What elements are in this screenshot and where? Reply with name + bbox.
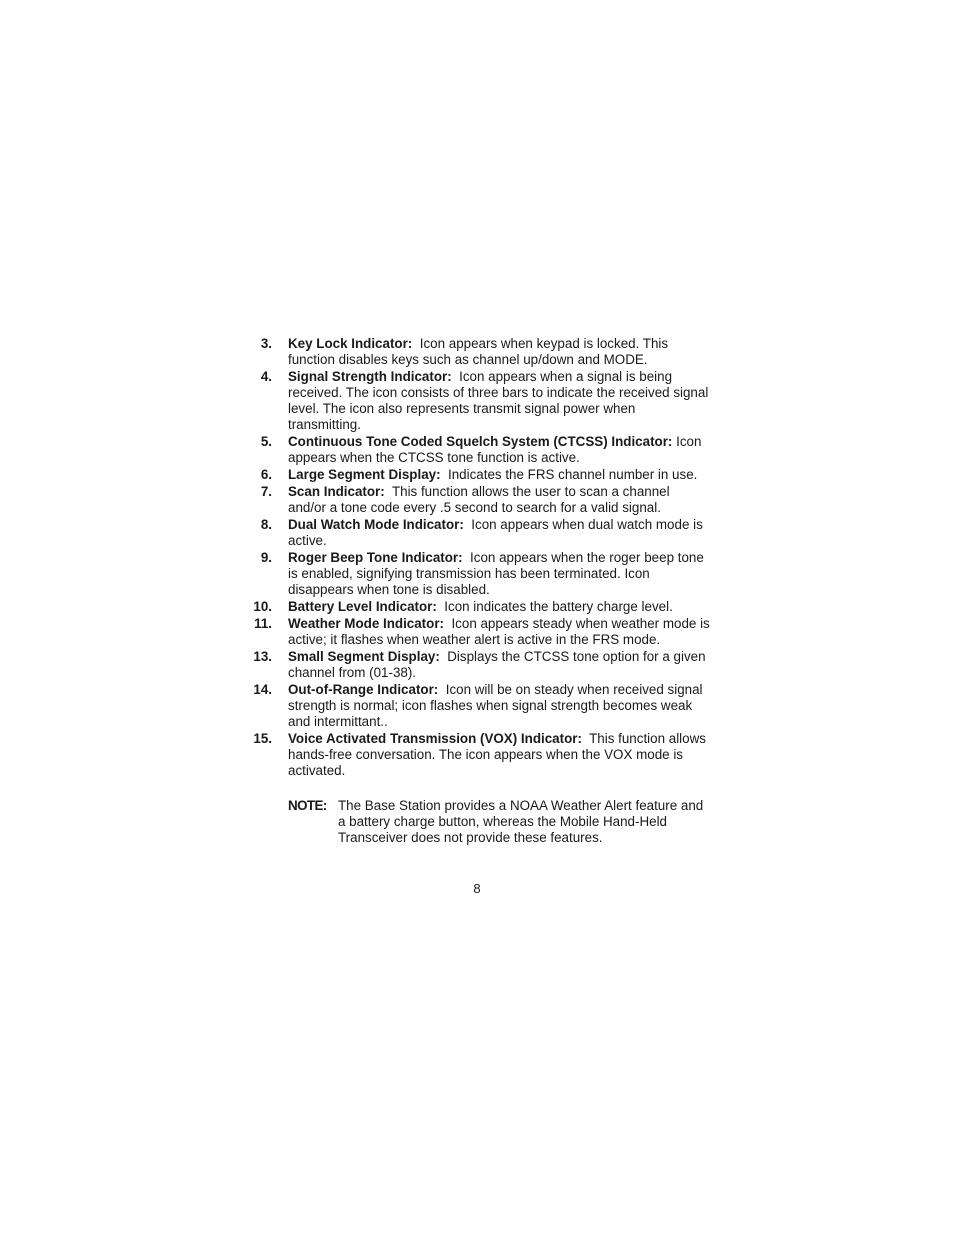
item-number: 10. [253, 599, 272, 614]
item-title: Dual Watch Mode Indicator: [288, 517, 464, 532]
note-text: The Base Station provides a NOAA Weather Alert feature and a battery charge button, whereas the Mobile Hand-Held Transceiver does not provide these features. [338, 798, 704, 845]
item-number: 5. [260, 434, 272, 449]
item-number: 7. [260, 484, 272, 499]
item-text: Icon will be on steady when received signal strength is normal; icon flashes when signal strength becomes weak and intermittant.. [288, 682, 703, 729]
item-title: Small Segment Display: [288, 649, 440, 664]
item-number: 9. [260, 550, 272, 565]
list-item [250, 336, 710, 368]
list-item [250, 616, 710, 648]
item-text: Indicates the FRS channel number in use. [448, 467, 698, 482]
item-text: Icon appears when dual watch mode is active. [288, 517, 703, 548]
list-item [250, 649, 710, 681]
item-title: Large Segment Display: [288, 467, 441, 482]
item-text: Icon indicates the battery charge level. [444, 599, 673, 614]
item-title: Out-of-Range Indicator: [288, 682, 439, 697]
item-number: 4. [260, 369, 272, 384]
list-item [250, 484, 710, 516]
note [250, 798, 710, 846]
item-text: This function allows the user to scan a channel and/or a tone code every .5 second to search for a valid signal. [288, 484, 670, 515]
page-number: 8 [473, 881, 481, 896]
item-text: Icon appears steady when weather mode is active; it flashes when weather alert is active in the FRS mode. [288, 616, 710, 647]
item-number: 11. [254, 616, 272, 631]
item-title: Signal Strength Indicator: [288, 369, 452, 384]
list-item [250, 517, 710, 549]
item-title: Battery Level Indicator: [288, 599, 437, 614]
item-title: Continuous Tone Coded Squelch System (CTCSS) Indicator: [288, 434, 673, 449]
indicator-list [250, 336, 710, 846]
item-text: Icon appears when the roger beep tone is enabled, signifying transmission has been terminated. Icon disappears when tone is disabled. [288, 550, 704, 597]
item-number: 8. [260, 517, 272, 532]
item-number: 15. [253, 731, 272, 746]
item-number: 14. [253, 682, 272, 697]
item-text: Icon appears when a signal is being received. The icon consists of three bars to indicate the received signal level. The icon also represents transmit signal power when transmitting. [288, 369, 709, 432]
list-item [250, 550, 710, 598]
list-item [250, 434, 710, 466]
list-item [250, 682, 710, 730]
list-item [250, 731, 710, 779]
list-item [250, 467, 710, 483]
item-title: Weather Mode Indicator: [288, 616, 444, 631]
item-text: This function allows hands-free conversation. The icon appears when the VOX mode is activated. [288, 731, 706, 778]
item-title: Roger Beep Tone Indicator: [288, 550, 463, 565]
note-label: NOTE: [288, 798, 327, 813]
list-item [250, 369, 710, 433]
item-text: Displays the CTCSS tone option for a given channel from (01-38). [288, 649, 706, 680]
item-number: 3. [260, 336, 272, 351]
item-text: Icon appears when the CTCSS tone function is active. [288, 434, 702, 465]
item-title: Key Lock Indicator: [288, 336, 413, 351]
item-title: Voice Activated Transmission (VOX) Indicator: [288, 731, 582, 746]
item-text: Icon appears when keypad is locked. This function disables keys such as channel up/down and MODE. [288, 336, 669, 367]
item-number: 13. [253, 649, 272, 664]
item-number: 6. [260, 467, 272, 482]
list-item [250, 599, 710, 615]
item-title: Scan Indicator: [288, 484, 385, 499]
